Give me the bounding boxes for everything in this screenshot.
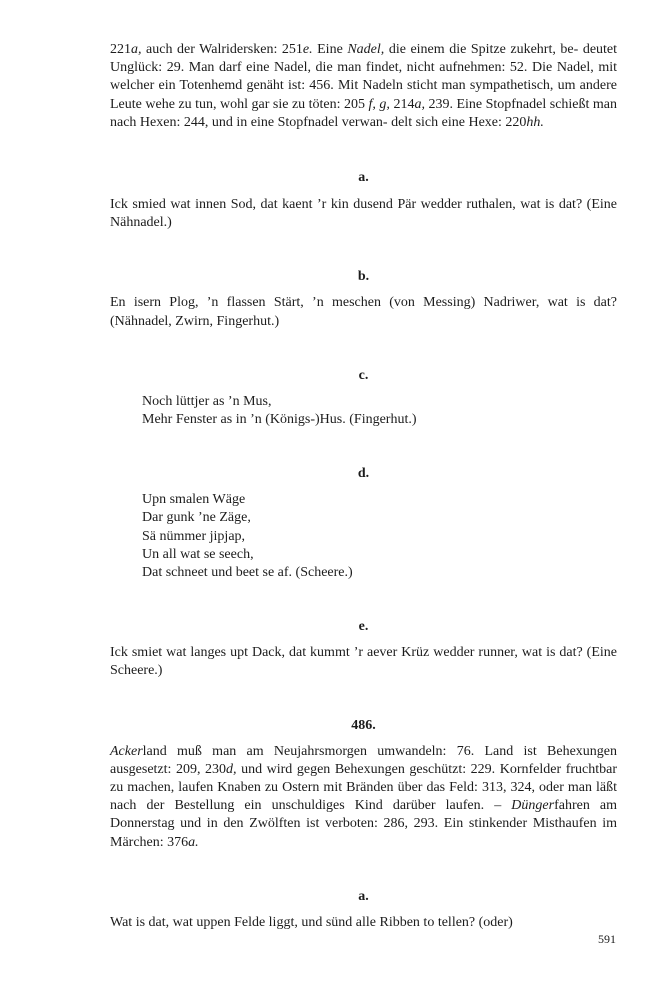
riddle-a: Ick smied wat innen Sod, dat kaent ’r kin dusend Pär wedder ruthalen, wat is dat? (Eine Nähnadel.) [110,197,617,231]
verse-line: Dat schneet und beet se af. (Scheere.) [142,565,353,581]
page-number: 591 [598,932,616,946]
riddle-c-verse [110,393,617,429]
riddle-e: Ick smiet wat langes upt Dack, dat kummt ’r aever Krüz wedder runner, wat is dat? (Eine Scheere.) [110,645,617,679]
section-c-heading: c. [358,367,369,383]
verse-line: Noch lüttjer as ’n Mus, [142,393,272,409]
entry-486-riddle-a: Wat is dat, wat uppen Felde liggt, und sünd alle Ribben to tellen? (oder) [110,914,513,930]
verse-line: Sä nümmer jipjap, [142,528,246,544]
intro-paragraph: 221a, auch der Walridersken: 251e. Eine Nadel, die einem die Spitze zukehrt, be- deutet Unglück: 29. Man darf eine Nadel, die man findet, nicht aufnehmen: 52. Die Nadel, mit welcher ein Totenhemd genäht ist: 456. Mit Nadeln sticht man sympathetisch, um andere Leute wehe zu tun, wohl gar sie zu töten: 205 f, g, 214a, 239. Eine Stopfnadel schießt man nach Hexen: 244, und in eine Stopfnadel verwan- delt sich eine Hexe: 220hh. [110,42,618,130]
section-e-heading: e. [358,619,369,635]
verse-line: Un all wat se seech, [142,546,254,562]
verse-line: Mehr Fenster as in ’n (Königs-)Hus. (Fingerhut.) [142,412,417,428]
section-b-heading: b. [357,269,370,285]
section-a-heading: a. [358,170,369,186]
section-d-heading: d. [357,466,370,482]
riddle-d-verse [110,491,617,582]
verse-line: Dar gunk ’ne Zäge, [142,510,251,526]
entry-486-paragraph: Ackerland muß man am Neujahrsmorgen umwandeln: 76. Land ist Behexungen ausgesetzt: 209, 230d, und wird gegen Behexungen geschützt: 229. Kornfelder fruchtbar zu machen, laufen Knaben zu Ostern mit Bränden über das Feld: 313, 324, oder man läßt nach der Bestellung ein unschuldiges Kind darüber laufen. – Düngerfahren am Donnerstag und in den Zwölften ist verboten: 286, 293. Ein stinkender Misthaufen im Märchen: 376a. [110,743,618,850]
entry-486-heading: 486. [351,717,376,733]
riddle-b: En isern Plog, ’n flassen Stärt, ’n meschen (von Messing) Nadriwer, wat is dat? (Nähnadel, Zwirn, Fingerhut.) [110,295,617,329]
entry-486-a-heading: a. [358,888,369,904]
verse-line: Upn smalen Wäge [142,492,246,508]
page-body [110,41,617,932]
